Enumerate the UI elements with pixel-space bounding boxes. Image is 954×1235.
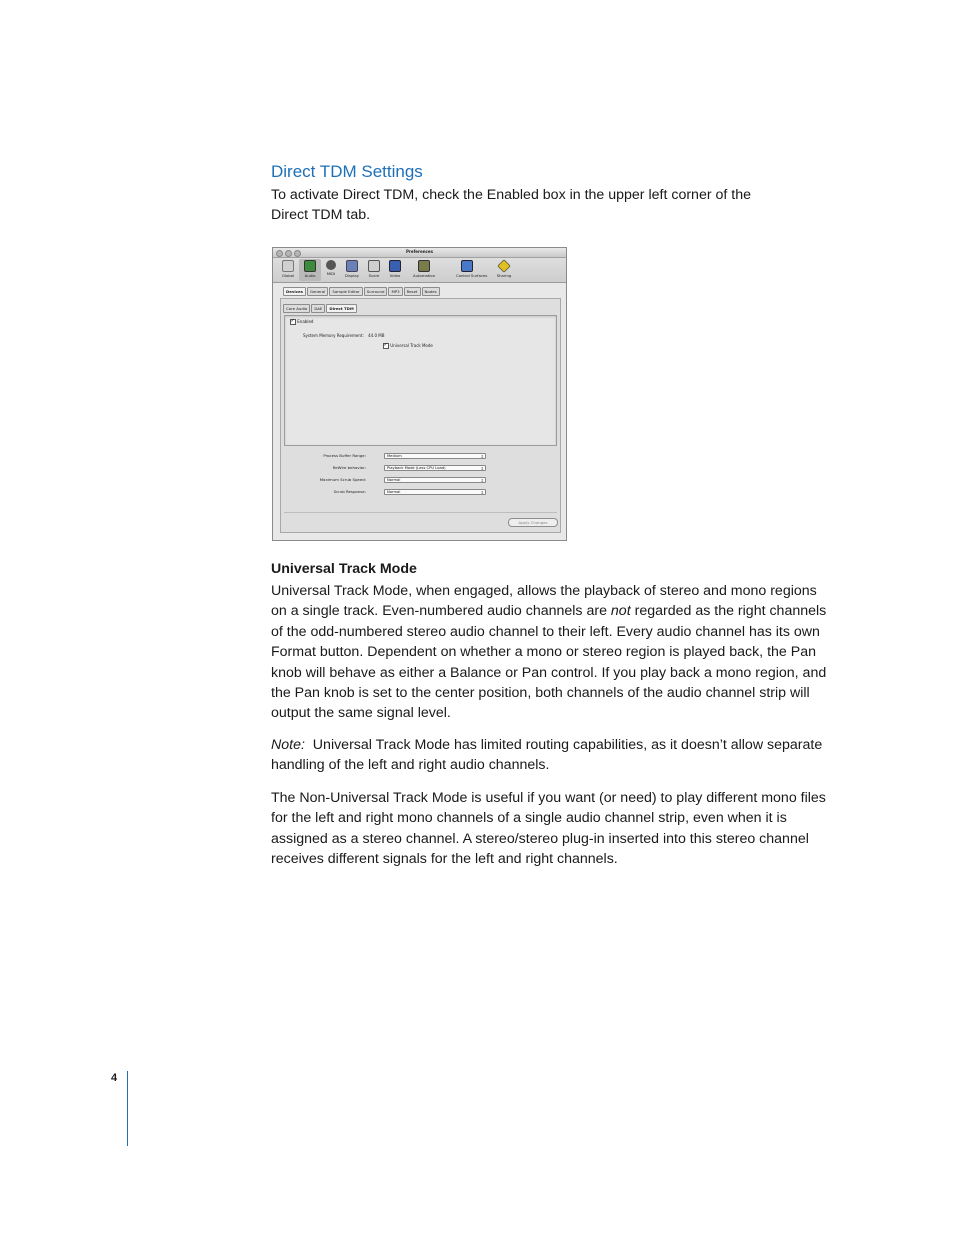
utm-label: Universal Track Mode	[390, 343, 433, 348]
setting-row	[273, 489, 567, 496]
toolbar-score[interactable]: Score	[363, 260, 385, 278]
updown-arrow-icon: ⇕	[480, 478, 484, 483]
note-label: Note:	[271, 737, 305, 753]
divider	[284, 512, 557, 513]
subheading: Universal Track Mode	[271, 561, 417, 577]
tab-reset[interactable]: Reset	[404, 287, 421, 296]
video-icon	[389, 260, 401, 272]
preferences-toolbar	[273, 258, 566, 283]
sharing-icon	[497, 259, 511, 273]
body-paragraph: The Non-Universal Track Mode is useful if you want (or need) to play different mono files for the left and right mono channels of a single audio channel strip, even when it is assigned as a stereo channel. A stereo/stereo plug-in inserted into this stereo channel receives different signals for the left and right channels.	[271, 790, 826, 868]
tab-devices[interactable]: Devices	[283, 287, 306, 296]
tab-sample-editor[interactable]: Sample Editor	[329, 287, 362, 296]
body-paragraph: Universal Track Mode, when engaged, allows the playback of stereo and mono regions on a single track. Even-numbered audio channels are not regarded as the right channels of the odd-numbered stereo audio channel to their left. Every audio channel has its own Format button. Dependent on whether a mono or stereo region is played back, the Pan knob will behave as either a Balance or Pan control. If you play back a mono region, and the Pan knob is set to the center position, both channels of the audio channel strip will output the same signal level.	[271, 583, 827, 722]
enabled-label: Enabled	[297, 319, 314, 324]
device-subtabs	[283, 304, 358, 313]
page-rule	[127, 1071, 128, 1146]
enabled-checkbox[interactable]	[290, 319, 296, 325]
tab-general[interactable]: General	[307, 287, 328, 296]
setting-row	[273, 453, 567, 460]
score-icon	[368, 260, 380, 272]
emphasis: not	[610, 603, 631, 620]
toolbar-sharing[interactable]: Sharing	[493, 260, 515, 278]
toolbar-display[interactable]: Display	[341, 260, 363, 278]
utm-checkbox[interactable]	[383, 343, 389, 349]
updown-arrow-icon: ⇕	[480, 490, 484, 495]
intro-paragraph: To activate Direct TDM, check the Enabled box in the upper left corner of the Direct TDM tab.	[271, 187, 751, 224]
utm-row	[383, 343, 433, 349]
subtab-direct-tdm[interactable]: Direct TDM	[326, 304, 356, 313]
apply-changes-button[interactable]: Apply Changes	[508, 518, 558, 527]
updown-arrow-icon: ⇕	[480, 454, 484, 459]
subtab-dae[interactable]: DAE	[311, 304, 325, 313]
preferences-tabs	[283, 287, 441, 296]
control-surfaces-icon	[461, 260, 473, 272]
setting-row	[273, 477, 567, 484]
automation-icon	[418, 260, 430, 272]
note-paragraph: Note: Universal Track Mode has limited routing capabilities, as it doesn’t allow separate handling of the left and right audio channels.	[271, 737, 827, 774]
toolbar-automation[interactable]: Automation	[413, 260, 435, 278]
display-icon	[346, 260, 358, 272]
toolbar-global[interactable]: Global	[277, 260, 299, 278]
setting-label: Maximum Scrub Speed:	[319, 477, 366, 482]
process-buffer-range-select[interactable]: Medium ⇕	[384, 453, 486, 459]
rewire-behavior-select[interactable]: Playback Mode (Less CPU Load) ⇕	[384, 465, 486, 471]
tab-surround[interactable]: Surround	[364, 287, 388, 296]
setting-row	[273, 465, 567, 472]
scrub-response-select[interactable]: Normal ⇕	[384, 489, 486, 495]
toolbar-video[interactable]: Video	[384, 260, 406, 278]
audio-icon	[304, 260, 316, 272]
enabled-row	[290, 319, 313, 325]
page-number: 4	[111, 1072, 118, 1084]
preferences-screenshot	[272, 247, 567, 541]
window-title: Preferences	[405, 249, 434, 254]
window-titlebar	[273, 248, 566, 258]
midi-icon	[326, 260, 336, 270]
section-heading: Direct TDM Settings	[271, 162, 423, 181]
toolbar-control-surfaces[interactable]: Control Surfaces	[456, 260, 478, 278]
subtab-core-audio[interactable]: Core Audio	[283, 304, 310, 313]
tab-nodes[interactable]: Nodes	[422, 287, 440, 296]
max-scrub-speed-select[interactable]: Normal ⇕	[384, 477, 486, 483]
updown-arrow-icon: ⇕	[480, 466, 484, 471]
setting-label: ReWire behavior:	[332, 465, 366, 470]
system-memory-row	[303, 333, 384, 338]
tab-mp3[interactable]: MP3	[388, 287, 402, 296]
setting-label: Scrub Response:	[333, 489, 366, 494]
system-memory-label: System Memory Requirement:	[303, 333, 364, 338]
toolbar-midi[interactable]: MIDI	[320, 260, 342, 276]
globe-icon	[282, 260, 294, 272]
toolbar-audio[interactable]: Audio	[299, 259, 321, 281]
system-memory-value: 44.0 MB	[368, 333, 385, 338]
setting-label: Process Buffer Range:	[323, 453, 366, 458]
